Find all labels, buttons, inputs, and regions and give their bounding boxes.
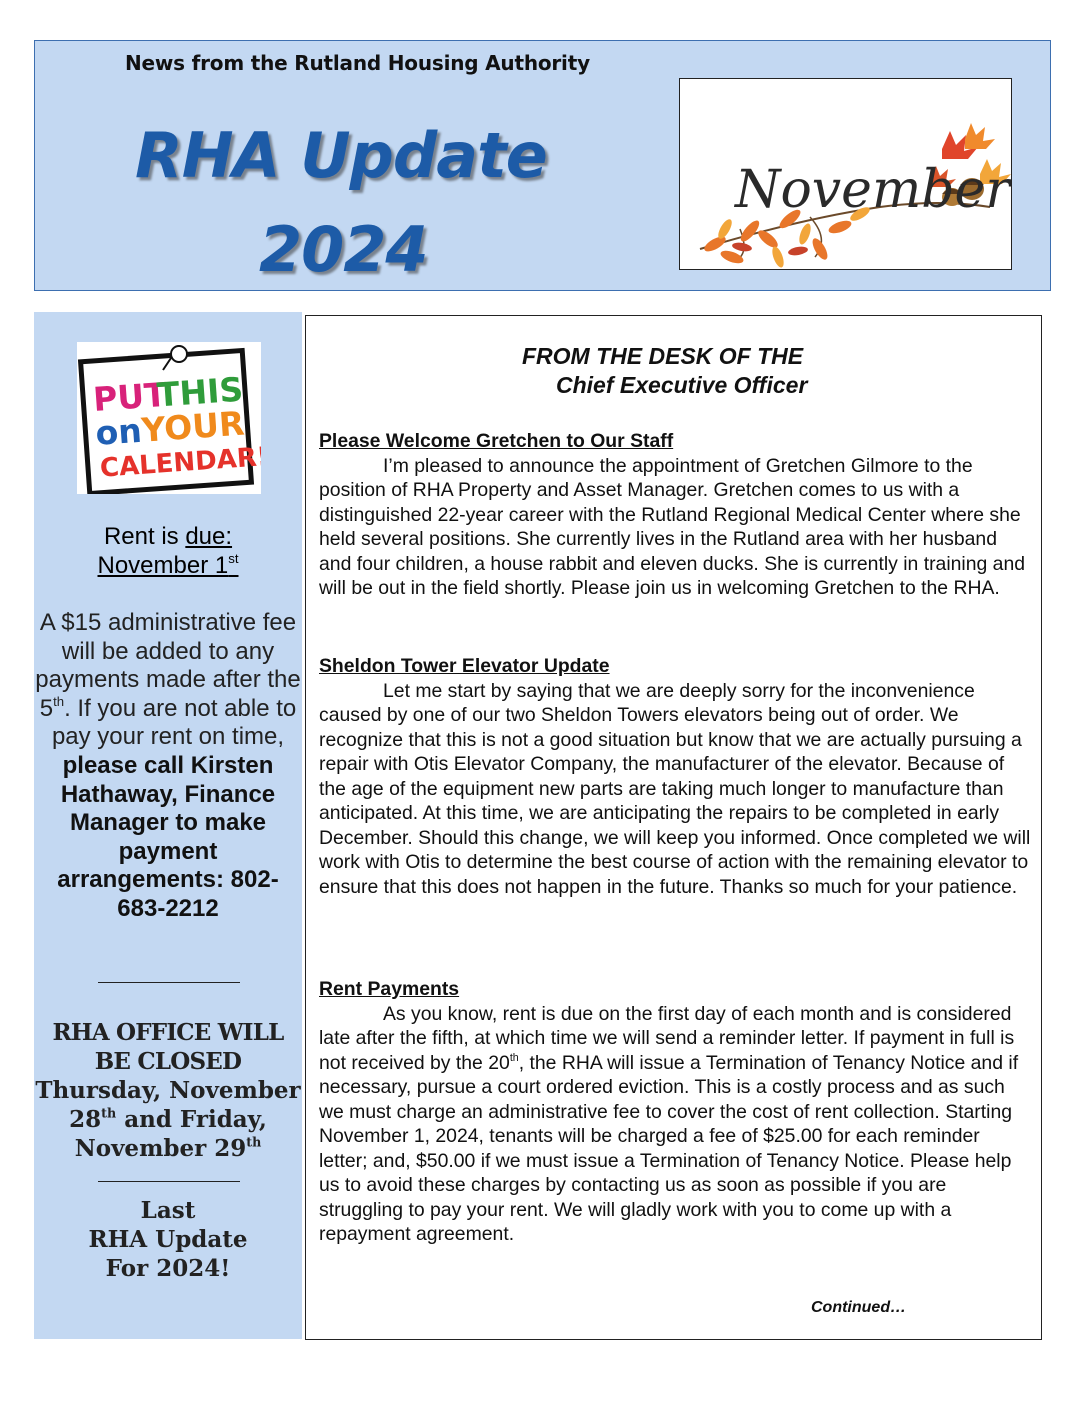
rent-payments-text-2: , the RHA will issue a Termination of Tenancy Notice and if necessary, pursue a court ordered eviction. This is a costly process and as such we must charge an administrative fee to cover the cost of rent collection. Starting November 1, 2024, tenants will be charged a fee of $25.00 for each reminder letter; and, $50.00 if we must issue a Termination of Tenancy Notice. Please help us to avoid these charges by contacting us as soon as possible if you are struggling to pay your rent. We will gladly work with you to come up with a repayment agreement. [319, 1051, 1019, 1245]
closed-day-2-suffix: th [246, 1134, 262, 1150]
desk-heading: FROM THE DESK OF THE [522, 343, 804, 369]
rent-due-word: due: [185, 523, 233, 550]
rent-payments-suffix: th [509, 1051, 519, 1064]
office-closed-notice [34, 1018, 302, 1163]
newsletter-title: RHA Update [135, 119, 547, 192]
closed-day-1-suffix: th [101, 1105, 117, 1121]
last-update-line-3: For 2024! [105, 1255, 231, 1282]
masthead [34, 40, 1051, 291]
divider [98, 1181, 240, 1182]
calendar-badge [77, 342, 261, 494]
closed-day-1: Thursday, November 28 [35, 1077, 301, 1133]
late-fee-notice [34, 609, 302, 924]
main-article [305, 315, 1042, 1340]
rent-due-notice [34, 522, 302, 580]
last-update-line-1: Last [140, 1197, 196, 1224]
late-fee-suffix: th [53, 693, 65, 709]
badge-this-text: THIS [155, 369, 245, 415]
november-script-text: November [735, 160, 1011, 220]
finance-contact: please call Kirsten Hathaway, Finance Manager to make payment arrangements: 802-683-2212 [57, 751, 279, 922]
rent-due-date: November 1 [97, 552, 229, 579]
badge-your-text: YOUR [140, 403, 246, 450]
welcome-body: I’m pleased to announce the appointment of Gretchen Gilmore to the position of RHA Property and Asset Manager. Gretchen comes to us with a distinguished 22-year career with the Rutland Regional Medical Center where she held several positions. She currently lives in the Rutland area with her husband and four children, a house rabbit and eleven ducks. She is currently in training and will be out in the field shortly. Please join us in welcoming Gretchen to the RHA. [319, 454, 1026, 599]
rent-payments-body [319, 1002, 1031, 1247]
rent-payments-text-1: As you know, rent is due on the first day of each month and is considered late after the fifth, at which time we will send a reminder letter. If payment in full is not received by the 20 [319, 1002, 1015, 1074]
welcome-section [319, 429, 1031, 601]
november-banner-image [679, 78, 1012, 270]
last-update-notice [34, 1196, 302, 1283]
newsletter-year: 2024 [259, 213, 428, 286]
rent-due-label: Rent is [103, 523, 179, 550]
badge-put-text: PUT [91, 374, 168, 419]
late-fee-text-2: . If you are not able to pay your rent on time, [51, 694, 297, 751]
divider [98, 982, 240, 983]
desk-subheading: Chief Executive Officer [556, 372, 808, 398]
closed-join: and Friday, [116, 1106, 267, 1133]
elevator-heading: Sheldon Tower Elevator Update [319, 655, 610, 677]
welcome-heading: Please Welcome Gretchen to Our Staff [319, 430, 674, 452]
masthead-kicker: News from the Rutland Housing Authority [125, 51, 590, 75]
elevator-section [319, 654, 1031, 899]
rent-payments-heading: Rent Payments [319, 978, 460, 1000]
rent-payments-section [319, 977, 1031, 1247]
late-fee-text: A $15 administrative fee will be added to any payments made after the 5 [35, 609, 301, 722]
continued-note: Continued… [811, 1299, 907, 1316]
elevator-body: Let me start by saying that we are deeply sorry for the inconvenience caused by one of our two Sheldon Towers elevators being out of order. We recognize that this is not a good situation but know that we are actually pursuing a repair with Otis Elevator Company, the manufacturer of the elevator. Because of the age of the equipment new parts are taking much longer to manufacture than anticipated. At this time, we are anticipating the repairs to be completed in early December. Should this change, we will keep you informed. Once completed we will work with Otis to determine the best course of action with the remaining elevator to ensure that this does not happen in the future. Thanks so much for your patience. [319, 679, 1031, 898]
badge-calendar-text: CALENDAR! [99, 441, 261, 484]
calendar-note-icon [77, 342, 261, 494]
last-update-line-2: RHA Update [88, 1226, 248, 1253]
office-closed-heading: RHA OFFICE WILL BE CLOSED [52, 1019, 284, 1075]
closed-day-2: November 29 [74, 1135, 247, 1162]
sidebar [34, 312, 302, 1339]
badge-on-text: on [94, 410, 144, 453]
rent-due-date-suffix: st [228, 551, 239, 567]
autumn-leaves-icon [680, 79, 1012, 270]
